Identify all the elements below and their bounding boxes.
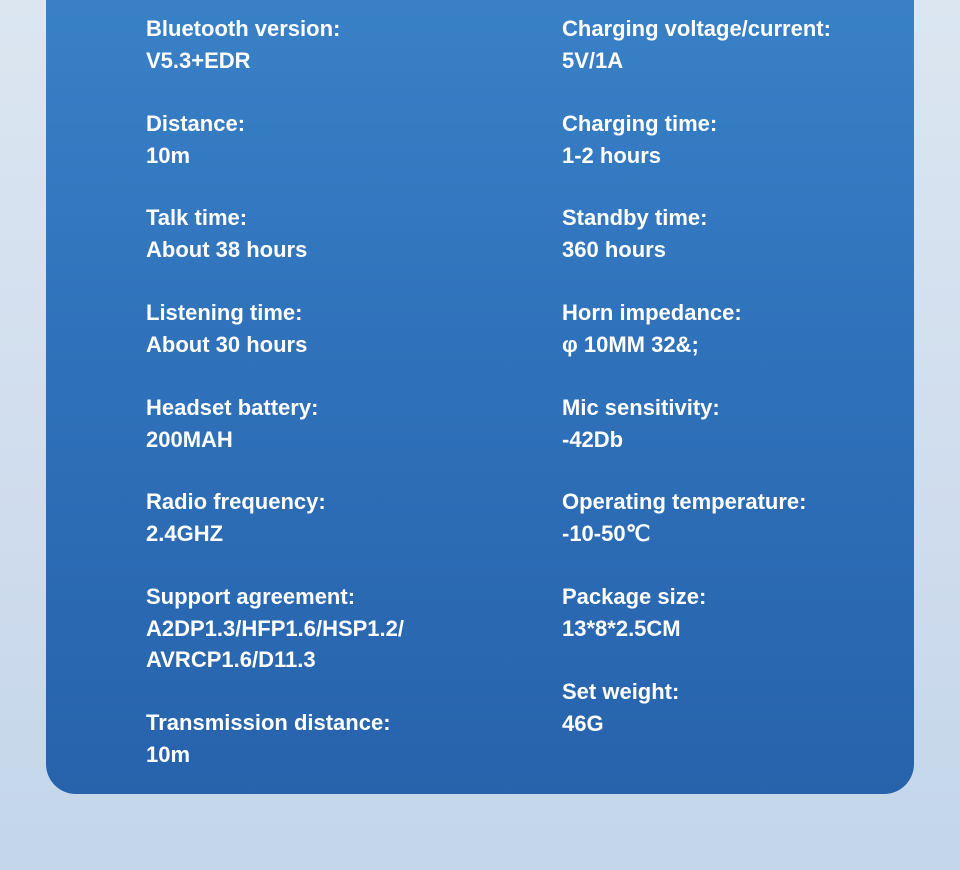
spec-bluetooth-version (146, 13, 506, 76)
spec-label: Headset battery: (146, 395, 319, 420)
spec-label: Listening time: (146, 300, 303, 325)
spec-value: φ 10MM 32&; (562, 331, 699, 357)
spec-label: Operating temperature: (562, 489, 807, 514)
spec-label: Radio frequency: (146, 489, 326, 514)
spec-value: 13*8*2.5CM (562, 615, 681, 641)
spec-radio-frequency (146, 486, 506, 549)
spec-label: Transmission distance: (146, 710, 391, 735)
spec-label: Bluetooth version: (146, 16, 341, 41)
spec-support-agreement (146, 581, 506, 676)
spec-operating-temperature (562, 486, 922, 549)
spec-value: 360 hours (562, 236, 666, 262)
spec-charging-time (562, 108, 922, 171)
spec-distance (146, 108, 506, 171)
spec-value: 10m (146, 741, 191, 767)
spec-set-weight (562, 676, 922, 739)
spec-listening-time (146, 297, 506, 360)
spec-value: -10-50℃ (562, 520, 651, 546)
spec-label: Mic sensitivity: (562, 395, 720, 420)
spec-value: 200MAH (146, 426, 233, 452)
spec-value: 1-2 hours (562, 142, 662, 168)
spec-value-continued: AVRCP1.6/D11.3 (146, 647, 316, 672)
spec-package-size (562, 581, 922, 644)
spec-value: 2.4GHZ (146, 520, 224, 546)
spec-value: 10m (146, 142, 191, 168)
spec-label: Talk time: (146, 205, 248, 230)
spec-label: Charging voltage/current: (562, 16, 831, 41)
spec-charging-voltage-current (562, 13, 922, 76)
spec-value: -42Db (562, 426, 624, 452)
spec-mic-sensitivity (562, 392, 922, 455)
spec-horn-impedance (562, 297, 922, 360)
spec-value: V5.3+EDR (146, 47, 251, 73)
spec-value: 46G (562, 710, 604, 736)
spec-label: Set weight: (562, 679, 680, 704)
spec-label: Distance: (146, 111, 246, 136)
spec-value: About 38 hours (146, 236, 308, 262)
spec-value: About 30 hours (146, 331, 308, 357)
spec-standby-time (562, 202, 922, 265)
spec-label: Horn impedance: (562, 300, 742, 325)
spec-label: Package size: (562, 584, 707, 609)
spec-value: 5V/1A (562, 47, 624, 73)
spec-label: Standby time: (562, 205, 708, 230)
spec-transmission-distance (146, 707, 506, 770)
spec-label: Charging time: (562, 111, 718, 136)
spec-value: A2DP1.3/HFP1.6/HSP1.2/ (146, 615, 405, 641)
spec-talk-time (146, 202, 506, 265)
spec-label: Support agreement: (146, 584, 356, 609)
spec-headset-battery (146, 392, 506, 455)
